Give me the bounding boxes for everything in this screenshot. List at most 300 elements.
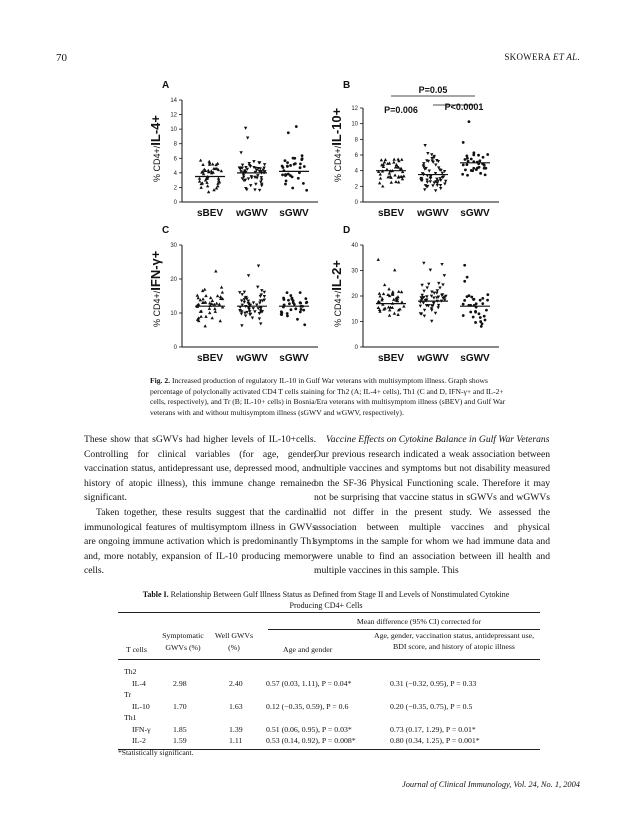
row-age-gender: 0.57 (0.03, 1.11), P = 0.04* xyxy=(266,679,352,688)
data-point xyxy=(199,315,202,318)
data-point xyxy=(220,169,223,172)
data-point xyxy=(247,274,250,277)
data-point xyxy=(393,312,396,315)
data-point xyxy=(436,184,439,187)
scatter-plot xyxy=(329,223,510,368)
data-point xyxy=(482,156,485,159)
data-point xyxy=(393,268,396,271)
data-point xyxy=(429,269,432,272)
data-point xyxy=(299,311,302,314)
data-point xyxy=(285,180,288,183)
data-point xyxy=(281,174,284,177)
data-point xyxy=(244,127,247,130)
data-point xyxy=(284,159,287,162)
category-label: sGWV xyxy=(460,353,490,364)
data-point xyxy=(466,157,469,160)
data-point xyxy=(198,177,201,180)
y-tick-label: 4 xyxy=(173,170,177,177)
panel-c xyxy=(148,223,329,368)
data-point xyxy=(206,184,209,187)
row-symptomatic: 1.59 xyxy=(173,736,187,745)
row-well: 1.11 xyxy=(229,736,243,745)
data-point xyxy=(397,175,400,178)
data-point xyxy=(425,295,428,298)
header-well: Well GWVs (%) xyxy=(214,631,254,652)
category-label: sGWV xyxy=(279,353,309,364)
data-point xyxy=(256,286,259,289)
y-tick-label: 2 xyxy=(354,184,358,191)
data-point xyxy=(486,153,489,156)
data-point xyxy=(426,152,429,155)
data-point xyxy=(286,165,289,168)
data-point xyxy=(478,159,481,162)
data-point xyxy=(201,297,204,300)
data-point xyxy=(214,310,217,313)
data-point xyxy=(293,157,296,160)
data-point xyxy=(422,290,425,293)
data-point xyxy=(214,269,217,272)
table-spanner: Mean difference (95% CI) corrected for xyxy=(356,617,482,626)
data-point xyxy=(434,189,437,192)
data-point xyxy=(252,160,255,163)
paragraph-left-1: These show that sGWVs had higher levels of IL-10+cells. Controlling for clinical variables (for age, gender, vaccination status, antidepressant use, depressed mood, and history of atopic illness), this immune change remained significant. xyxy=(84,434,316,504)
data-point xyxy=(212,188,215,191)
data-point xyxy=(437,282,440,285)
data-point xyxy=(463,299,466,302)
y-tick-label: 10 xyxy=(170,311,177,317)
data-point xyxy=(485,309,488,312)
data-point xyxy=(435,296,438,299)
panel-label: C xyxy=(162,225,170,236)
data-point xyxy=(425,286,428,289)
data-point xyxy=(423,144,426,147)
data-point xyxy=(470,296,473,299)
data-point xyxy=(474,311,477,314)
scatter-plot xyxy=(329,78,510,223)
y-tick-label: 6 xyxy=(173,156,177,163)
data-point xyxy=(296,318,299,321)
data-point xyxy=(211,316,214,319)
caption-text: Increased production of regulatory IL-10 in Gulf War veterans with multisymptom illness. Graph shows percentage of polyclonally activated CD4 T cells staining for Th2 (A; IL-4+ cells), Th1 (C and D, IFN-γ+ and IL-2+ cells, respectively), and Tr (B; IL-10+ cells) in Bosnia/Era veterans with multisymptom illness (sBEV) and Gulf War veterans with and without multisymptom illness (sGWV and wGWV, respectively). xyxy=(150,376,506,417)
data-point xyxy=(240,312,243,315)
group-th1: Th1 xyxy=(124,713,137,722)
p-value-label: P=0.05 xyxy=(418,85,448,95)
data-point xyxy=(431,184,434,187)
data-point xyxy=(429,180,432,183)
data-point xyxy=(422,302,425,305)
data-point xyxy=(387,287,390,290)
data-point xyxy=(244,314,247,317)
data-point xyxy=(481,302,484,305)
data-point xyxy=(443,274,446,277)
data-point xyxy=(198,179,201,182)
category-label: sGWV xyxy=(460,208,490,219)
data-point xyxy=(428,170,431,173)
data-point xyxy=(441,283,444,286)
category-label: sGWV xyxy=(279,208,309,219)
data-point xyxy=(258,301,261,304)
data-point xyxy=(486,299,489,302)
category-label: sBEV xyxy=(196,208,224,219)
running-head-author: SKOWERA xyxy=(504,52,551,62)
data-point xyxy=(284,183,287,186)
ylabel-marker: IFN-γ+ xyxy=(148,250,163,291)
data-point xyxy=(215,302,218,305)
data-point xyxy=(430,153,433,156)
data-point xyxy=(299,291,302,294)
data-point xyxy=(479,299,482,302)
data-point xyxy=(287,173,290,176)
data-point xyxy=(203,288,206,291)
header-tcells: T cells xyxy=(126,645,147,654)
data-point xyxy=(388,314,391,317)
table-footnote: *Statistically significant. xyxy=(118,748,194,757)
data-point xyxy=(295,125,298,128)
running-head xyxy=(504,52,580,62)
data-point xyxy=(287,131,290,134)
data-point xyxy=(426,181,429,184)
y-tick-label: 0 xyxy=(354,345,358,351)
data-point xyxy=(281,165,284,168)
data-point xyxy=(473,298,476,301)
data-point xyxy=(484,173,487,176)
data-point xyxy=(443,183,446,186)
y-tick-label: 8 xyxy=(354,137,358,144)
data-point xyxy=(280,310,283,313)
data-point xyxy=(246,137,249,140)
data-point xyxy=(470,158,473,161)
row-well: 2.40 xyxy=(229,679,243,688)
category-label: wGWV xyxy=(236,208,268,219)
y-tick-label: 12 xyxy=(170,112,177,119)
row-age-gender: 0.12 (−0.35, 0.59), P = 0.6 xyxy=(266,702,349,711)
data-point xyxy=(466,174,469,177)
row-well: 1.39 xyxy=(229,725,243,734)
ylabel-prefix: % CD4+/ xyxy=(152,145,162,182)
data-point xyxy=(201,163,204,166)
row-age-gender: 0.53 (0.14, 0.92), P = 0.008* xyxy=(266,736,356,745)
data-point xyxy=(465,154,468,157)
data-point xyxy=(240,293,243,296)
data-point xyxy=(480,325,483,328)
ylabel-prefix: % CD4+/ xyxy=(152,290,162,327)
panel-label: B xyxy=(343,80,351,91)
data-point xyxy=(239,151,242,154)
y-tick-label: 14 xyxy=(170,98,177,104)
data-point xyxy=(479,316,482,319)
row-cell: IFN-γ xyxy=(132,725,151,734)
y-tick-label: 10 xyxy=(351,319,358,326)
data-point xyxy=(464,168,467,171)
data-point xyxy=(257,264,260,267)
data-point xyxy=(240,324,243,327)
p-value-label: P<0.0001 xyxy=(444,102,484,112)
data-point xyxy=(377,258,380,261)
data-point xyxy=(469,311,472,314)
panel-label: D xyxy=(343,225,351,236)
data-point xyxy=(204,294,207,297)
data-point xyxy=(290,308,293,311)
data-point xyxy=(462,163,465,166)
data-point xyxy=(486,293,489,296)
data-point xyxy=(419,305,422,308)
data-point xyxy=(484,167,487,170)
data-point xyxy=(427,283,430,286)
data-point xyxy=(289,164,292,167)
data-point xyxy=(284,174,287,177)
data-point xyxy=(440,263,443,266)
category-label: wGWV xyxy=(417,208,449,219)
data-point xyxy=(462,314,465,317)
category-label: sBEV xyxy=(377,208,405,219)
data-point xyxy=(466,295,469,298)
data-point xyxy=(434,312,437,315)
data-point xyxy=(380,158,383,161)
data-point xyxy=(302,182,305,185)
data-point xyxy=(470,169,473,172)
data-point xyxy=(208,307,211,310)
y-tick-label: 30 xyxy=(170,243,177,249)
ylabel-prefix: % CD4+/ xyxy=(333,290,343,327)
data-point xyxy=(304,297,307,300)
data-point xyxy=(379,172,382,175)
ylabel-prefix: % CD4+/ xyxy=(333,145,343,182)
data-point xyxy=(259,295,262,298)
row-cell: IL-2 xyxy=(132,736,146,745)
data-point xyxy=(258,189,261,192)
data-point xyxy=(218,303,221,306)
data-point xyxy=(299,166,302,169)
data-point xyxy=(297,177,300,180)
data-point xyxy=(249,184,252,187)
y-tick-label: 4 xyxy=(354,168,358,175)
page-number: 70 xyxy=(56,52,67,64)
figure-caption xyxy=(150,376,510,418)
data-point xyxy=(478,166,481,169)
data-point xyxy=(483,315,486,318)
data-point xyxy=(211,299,214,302)
data-point xyxy=(199,186,202,189)
data-point xyxy=(430,320,433,323)
row-well: 1.63 xyxy=(229,702,243,711)
data-point xyxy=(263,295,266,298)
data-point xyxy=(219,319,222,322)
data-point xyxy=(305,189,308,192)
row-symptomatic: 1.85 xyxy=(173,725,187,734)
y-tick-label: 12 xyxy=(351,106,358,112)
data-point xyxy=(383,283,386,286)
data-point xyxy=(253,188,256,191)
data-point xyxy=(260,289,263,292)
data-point xyxy=(219,295,222,298)
data-point xyxy=(294,307,297,310)
p-value-label: P=0.006 xyxy=(384,105,418,115)
y-tick-label: 40 xyxy=(351,243,358,249)
data-point xyxy=(423,188,426,191)
y-tick-label: 6 xyxy=(354,153,358,159)
data-point xyxy=(483,164,486,167)
header-full-adjustment: Age, gender, vaccination status, antidepressant use, BDI score, and history of atopic illness xyxy=(373,631,535,651)
data-point xyxy=(291,187,294,190)
y-tick-label: 20 xyxy=(170,277,177,283)
y-tick-label: 2 xyxy=(173,185,177,192)
data-point xyxy=(396,158,399,161)
data-point xyxy=(377,306,380,309)
paragraph-left-2: Taken together, these results suggest that the cardinal immunological features of multisymptom illness in GWVs are ongoing immune activation which is predominantly Th1 and, more notably, expansion of IL-10 producing memory cells. xyxy=(84,506,316,577)
data-point xyxy=(420,284,423,287)
data-point xyxy=(461,173,464,176)
data-point xyxy=(478,312,481,315)
data-point xyxy=(259,322,262,325)
data-point xyxy=(293,303,296,306)
paragraph-right-1: Our previous research indicated a weak association between multiple vaccines and symptoms but not disability measured on the SF-36 Physical Functioning scale. Therefore it may not be surprising that vaccine status in sGWVs and wGWVs did not differ in the present study. We assessed the association between multiple vaccines and physical symptoms in the sample for whom we had immune data and were unable to find an association between ill health and multiple vaccines in this sample. This xyxy=(314,448,550,577)
data-point xyxy=(288,302,291,305)
y-tick-label: 8 xyxy=(173,141,177,148)
data-point xyxy=(439,187,442,190)
table-rule-top xyxy=(118,612,540,613)
data-point xyxy=(258,317,261,320)
group-tr: Tr xyxy=(124,690,132,699)
data-point xyxy=(260,183,263,186)
row-full: 0.20 (−0.35, 0.75), P = 0.5 xyxy=(390,702,473,711)
data-point xyxy=(468,120,471,123)
data-point xyxy=(474,321,477,324)
data-point xyxy=(381,184,384,187)
data-point xyxy=(286,312,289,315)
data-point xyxy=(289,294,292,297)
data-point xyxy=(393,173,396,176)
data-point xyxy=(463,264,466,267)
y-tick-label: 0 xyxy=(354,200,358,206)
data-point xyxy=(220,286,223,289)
data-point xyxy=(241,164,244,167)
right-column xyxy=(314,433,550,579)
data-point xyxy=(394,180,397,183)
data-point xyxy=(216,294,219,297)
data-point xyxy=(477,154,480,157)
y-tick-label: 20 xyxy=(351,294,358,300)
data-point xyxy=(392,161,395,164)
data-point xyxy=(258,312,261,315)
data-point xyxy=(302,309,305,312)
data-point xyxy=(479,320,482,323)
data-point xyxy=(305,301,308,304)
data-point xyxy=(434,163,437,166)
data-point xyxy=(396,313,399,316)
data-point xyxy=(481,297,484,300)
row-full: 0.73 (0.17, 1.29), P = 0.01* xyxy=(390,725,476,734)
data-point xyxy=(204,315,207,318)
data-point xyxy=(475,168,478,171)
data-point xyxy=(263,163,266,166)
data-point xyxy=(423,315,426,318)
data-point xyxy=(245,188,248,191)
data-point xyxy=(293,163,296,166)
data-point xyxy=(472,151,475,154)
data-point xyxy=(254,183,257,186)
data-point xyxy=(203,324,206,327)
category-label: wGWV xyxy=(417,353,449,364)
running-head-etal: ET AL. xyxy=(553,52,580,62)
y-tick-label: 30 xyxy=(351,268,358,275)
data-point xyxy=(263,291,266,294)
panel-a xyxy=(148,78,329,223)
data-point xyxy=(465,163,468,166)
y-tick-label: 0 xyxy=(173,200,177,206)
data-point xyxy=(472,167,475,170)
data-point xyxy=(379,177,382,180)
category-label: wGWV xyxy=(236,353,268,364)
data-point xyxy=(397,290,400,293)
y-tick-label: 10 xyxy=(351,121,358,128)
data-point xyxy=(208,311,211,314)
data-point xyxy=(255,177,258,180)
data-point xyxy=(462,303,465,306)
data-point xyxy=(300,308,303,311)
data-point xyxy=(251,317,254,320)
panel-b xyxy=(329,78,510,223)
data-point xyxy=(422,262,425,265)
y-tick-label: 10 xyxy=(170,127,177,134)
data-point xyxy=(384,158,387,161)
data-point xyxy=(392,158,395,161)
scatter-plot xyxy=(148,223,329,368)
data-point xyxy=(213,307,216,310)
row-cell: IL-10 xyxy=(132,702,150,711)
ylabel-marker: IL-10+ xyxy=(329,107,344,146)
ylabel-marker: IL-2+ xyxy=(329,260,344,291)
data-point xyxy=(303,323,306,326)
data-point xyxy=(387,305,390,308)
data-point xyxy=(463,280,466,283)
data-point xyxy=(378,181,381,184)
data-point xyxy=(400,290,403,293)
data-point xyxy=(464,158,467,161)
data-point xyxy=(299,302,302,305)
data-point xyxy=(402,305,405,308)
data-point xyxy=(299,162,302,165)
data-point xyxy=(286,315,289,318)
category-label: sBEV xyxy=(377,353,405,364)
data-point xyxy=(286,291,289,294)
row-symptomatic: 1.70 xyxy=(173,702,187,711)
data-point xyxy=(207,190,210,193)
header-symptomatic: Symptomatic GWVs (%) xyxy=(162,631,204,652)
panel-d xyxy=(329,223,510,368)
data-point xyxy=(301,154,304,157)
data-point xyxy=(432,297,435,300)
data-point xyxy=(433,181,436,184)
y-tick-label: 0 xyxy=(173,345,177,351)
category-label: sBEV xyxy=(196,353,224,364)
data-point xyxy=(211,162,214,165)
table-title-text: Relationship Between Gulf Illness Status as Defined from Stage II and Levels of Nonstimulated Cytokine Producing CD4+ Cells xyxy=(170,590,510,610)
caption-label: Fig. 2. xyxy=(150,376,171,385)
row-full: 0.80 (0.34, 1.25), P = 0.001* xyxy=(390,736,480,745)
data-point xyxy=(472,316,475,319)
data-point xyxy=(400,300,403,303)
figure-2 xyxy=(148,78,510,368)
table-rule-header xyxy=(118,659,540,660)
data-point xyxy=(243,301,246,304)
data-point xyxy=(291,176,294,179)
data-point xyxy=(209,296,212,299)
data-point xyxy=(439,179,442,182)
data-point xyxy=(253,310,256,313)
data-point xyxy=(439,184,442,187)
data-point xyxy=(283,298,286,301)
data-point xyxy=(484,319,487,322)
